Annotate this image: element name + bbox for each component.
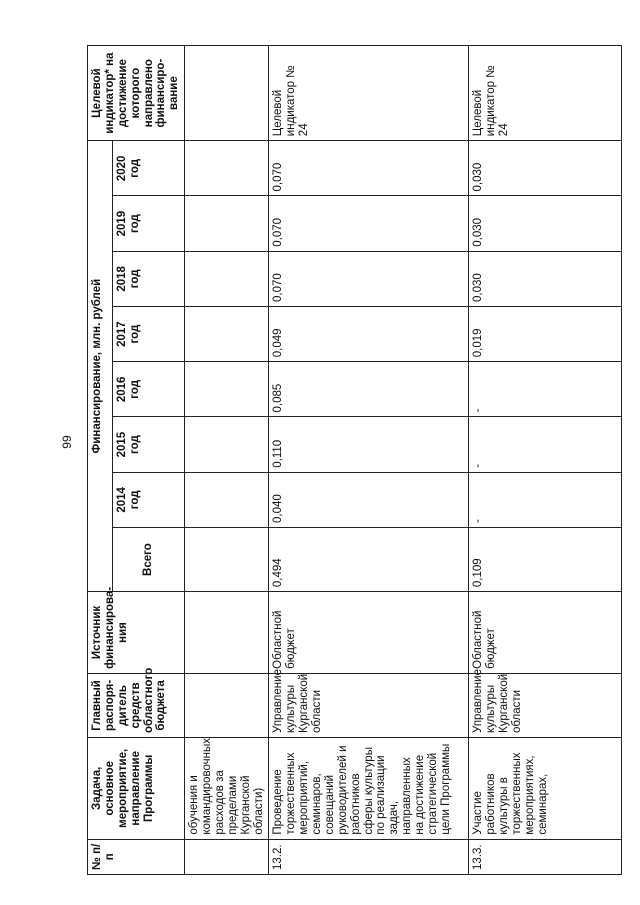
- row-source: Областной бюджет: [269, 592, 469, 674]
- row-num: [185, 839, 269, 874]
- row-value: [185, 196, 269, 251]
- table-row: [269, 46, 469, 875]
- row-value: -: [469, 362, 622, 417]
- header-num: № п/п: [88, 839, 185, 874]
- rotated-page-content: [87, 45, 619, 875]
- row-total: 0,109: [469, 528, 622, 592]
- row-source: Областной бюджет: [469, 592, 622, 674]
- row-value: [185, 472, 269, 527]
- row-value: [185, 251, 269, 306]
- header-total: Всего: [112, 528, 184, 592]
- row-task: Проведение торжественных мероприятий, семинаров, совещаний руководителей и работников сферы культуры по реализации задач, направленных на достижение стратегической цели Программы: [269, 737, 469, 839]
- row-value: 0,085: [269, 362, 469, 417]
- row-value: [185, 417, 269, 472]
- row-manager: Управление культуры Курганской области: [469, 673, 622, 737]
- row-value: 0,019: [469, 307, 622, 362]
- row-value: 0,030: [469, 141, 622, 196]
- row-indicator: [185, 46, 269, 141]
- header-year: 2020 год: [112, 141, 184, 196]
- row-value: 0,070: [269, 251, 469, 306]
- header-financing-group: Финансирование, млн. рублей: [88, 141, 113, 592]
- row-value: [185, 141, 269, 196]
- row-value: [185, 362, 269, 417]
- row-value: 0,030: [469, 251, 622, 306]
- row-task: обучения и командировочных расходов за пределами Курганской области): [185, 737, 269, 839]
- row-total: 0,494: [269, 528, 469, 592]
- row-source: [185, 592, 269, 674]
- row-indicator: Целевой индикатор № 24: [269, 46, 469, 141]
- row-num: 13.3.: [469, 839, 622, 874]
- row-value: 0,070: [269, 141, 469, 196]
- page-number: 99: [60, 435, 74, 449]
- row-total: [185, 528, 269, 592]
- row-task: Участие работников культуры в торжественных мероприятиях, семинарах,: [469, 737, 622, 839]
- row-manager: Управление культуры Курганской области: [269, 673, 469, 737]
- row-value: 0,049: [269, 307, 469, 362]
- header-year: 2018 год: [112, 251, 184, 306]
- row-value: -: [469, 417, 622, 472]
- header-year: 2014 год: [112, 472, 184, 527]
- row-indicator: Целевой индикатор № 24: [469, 46, 622, 141]
- header-task: Задача, основное мероприятие, направление Программы: [88, 737, 185, 839]
- header-year: 2017 год: [112, 307, 184, 362]
- row-value: -: [469, 472, 622, 527]
- table-row: [469, 46, 622, 875]
- row-value: 0,070: [269, 196, 469, 251]
- header-manager: Главный распоря-дитель средств областного бюджета: [88, 673, 185, 737]
- row-value: 0,030: [469, 196, 622, 251]
- table-row: [185, 46, 269, 875]
- row-manager: [185, 673, 269, 737]
- financing-table: [87, 45, 622, 875]
- header-indicator: Целевой индикатор* на достижение которого направлено финансиро-вание: [88, 46, 185, 141]
- row-num: 13.2.: [269, 839, 469, 874]
- row-value: 0,110: [269, 417, 469, 472]
- header-year: 2015 год: [112, 417, 184, 472]
- header-year: 2019 год: [112, 196, 184, 251]
- header-source: Источник финансирова-ния: [88, 592, 185, 674]
- row-value: 0,040: [269, 472, 469, 527]
- header-year: 2016 год: [112, 362, 184, 417]
- row-value: [185, 307, 269, 362]
